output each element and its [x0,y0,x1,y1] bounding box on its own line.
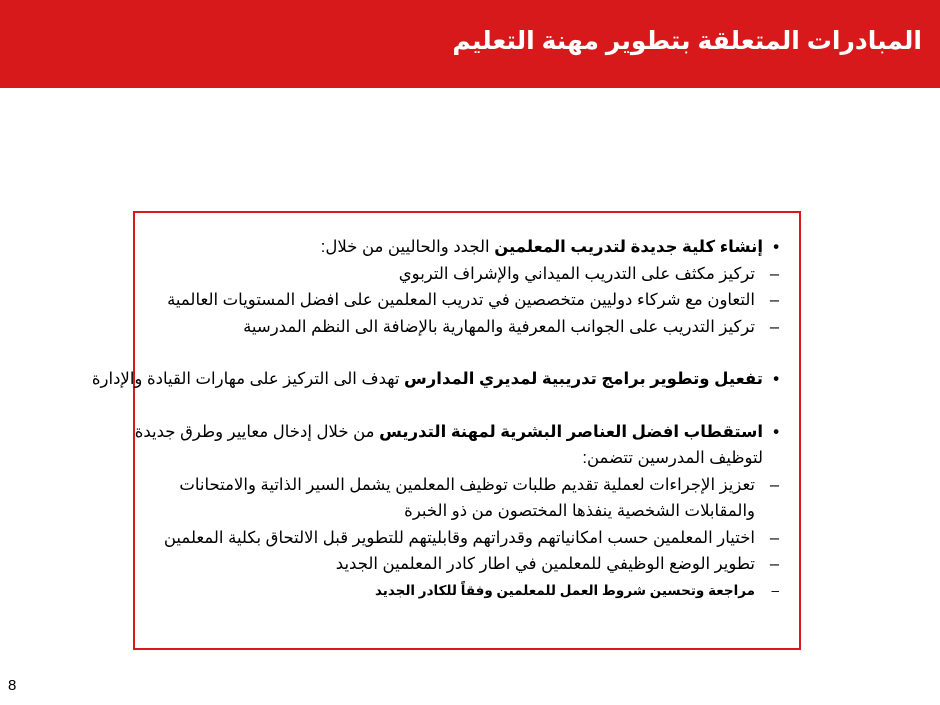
dash-marker: – [771,582,779,598]
dash-marker: – [769,317,779,336]
bullet-item-principal-training [91,366,779,393]
dash-marker: – [769,291,779,309]
bullet-text: من خلال إدخال معايير وطرق جديدة [134,422,380,441]
dash-marker: – [769,528,779,547]
sub-item-text: تعزيز الإجراءات لعملية تقديم طلبات توظيف المعلمين يشمل السير الذاتية والامتحانات [179,475,755,494]
bullet-heading: إنشاء كلية جديدة لتدريب المعلمين [494,238,763,256]
bullet-marker: • [773,370,779,388]
content-body [91,234,779,604]
dash-marker: – [769,475,779,494]
bullet-item-recruitment [134,419,779,446]
bullet-text: تهدف الى التركيز على مهارات القيادة والإدارة [91,370,405,388]
bullet-heading: استقطاب افضل العناصر البشرية لمهنة التدريس [379,422,763,441]
sub-item [149,525,779,552]
header-bar [0,0,940,88]
sub-item [149,578,779,605]
sub-item-text: تركيز مكثف على التدريب الميداني والإشراف التربوي [398,264,755,283]
spacer [149,393,779,419]
spacer [149,340,779,366]
bullet-marker: • [773,422,779,441]
sub-item-text: تطوير الوضع الوظيفي للمعلمين في اطار كادر المعلمين الجديد [335,555,755,573]
sub-item-text: مراجعة وتحسين شروط العمل للمعلمين وفقاً للكادر الجديد [374,582,755,598]
bullet-heading: تفعيل وتطوير برامج تدريبية لمديري المدارس [404,370,763,388]
sub-item [149,287,779,314]
bullet-marker: • [773,238,779,256]
bullet-item-teacher-college [149,234,779,261]
page-number: 8 [8,677,17,694]
dash-marker: – [769,555,779,573]
sub-item-text: التعاون مع شركاء دوليين متخصصين في تدريب المعلمين على افضل المستويات العالمية [167,291,755,309]
sub-item-text: تركيز التدريب على الجوانب المعرفية والمهارية بالإضافة الى النظم المدرسية [243,317,755,336]
sub-item [149,551,779,578]
bullet-continuation: لتوظيف المدرسين تتضمن: [582,449,763,467]
sub-item [149,472,779,499]
sub-item-continuation: والمقابلات الشخصية ينفذها المختصون من ذو الخبرة [404,502,755,520]
sub-item-text: اختيار المعلمين حسب امكانياتهم وقدراتهم وقابليتهم للتطوير قبل الالتحاق بكلية المعلمين [163,528,755,547]
content-box [91,211,801,650]
page-title: المبادرات المتعلقة بتطوير مهنة التعليم [452,27,922,55]
sub-item [149,261,779,288]
dash-marker: – [769,264,779,283]
sub-item [149,314,779,341]
bullet-text: الجدد والحاليين من خلال: [320,238,495,256]
